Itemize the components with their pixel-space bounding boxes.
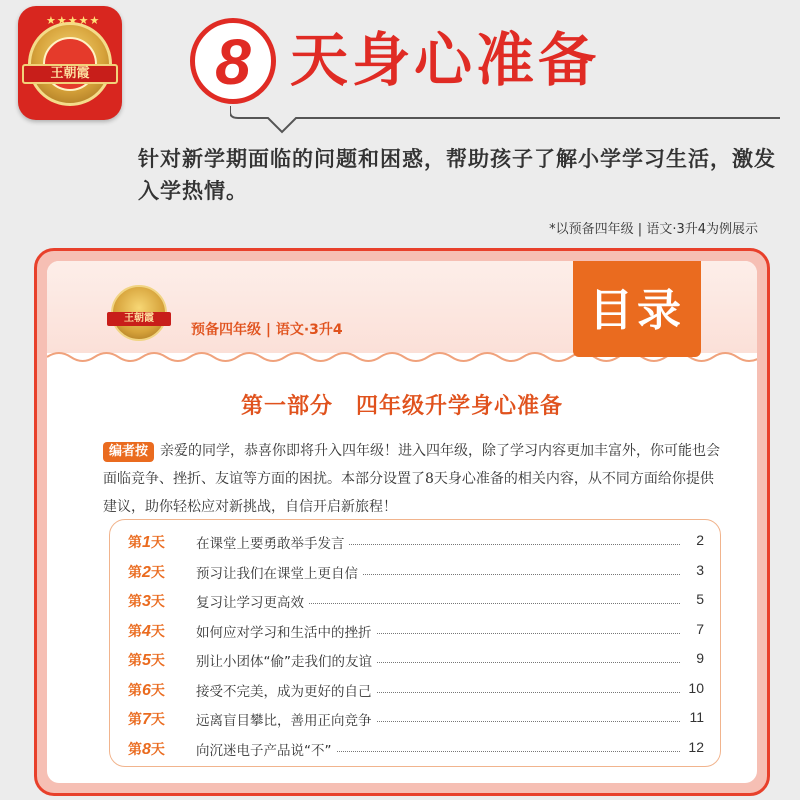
editor-note-text: 亲爱的同学，恭喜你即将升入四年级！进入四年级，除了学习内容更加丰富外，你可能也会面临竞争、挫折、友谊等方面的困扰。本部分设置了8天身心准备的相关内容，从不同方面给你提供建议，助你轻松应对新挑战，自信开启新旅程！	[103, 443, 721, 515]
toc-page-number: 9	[696, 650, 704, 666]
toc-row[interactable]	[110, 528, 720, 558]
mini-logo-text: 王朝霞	[107, 312, 171, 326]
toc-entry-title: 向沉迷电子产品说“不”	[196, 739, 336, 759]
section-title: 第一部分 四年级升学身心准备	[240, 394, 563, 419]
toc-day-suffix: 天	[150, 535, 165, 551]
toc-day-prefix: 第	[128, 741, 142, 758]
toc-day-number: 3	[142, 593, 151, 610]
logo-stars-icon: ★★★★★	[46, 14, 101, 27]
toc-day-label	[128, 532, 165, 552]
toc-row[interactable]	[110, 617, 720, 647]
toc-day-suffix: 天	[150, 564, 165, 581]
toc-day-prefix: 第	[128, 594, 142, 610]
toc-row[interactable]	[110, 676, 720, 706]
page-title: 天身心准备	[290, 28, 601, 93]
grade-label: 预备四年级 | 语文·3升4	[191, 322, 343, 338]
toc-day-prefix: 第	[128, 653, 142, 669]
toc-entry-title: 在课堂上要勇敢举手发言	[196, 532, 349, 552]
logo-text: 王朝霞	[22, 64, 118, 84]
toc-day-number: 6	[142, 681, 151, 699]
toc-day-suffix: 天	[150, 712, 165, 728]
toc-page-number: 12	[688, 738, 704, 755]
toc-row[interactable]	[110, 705, 720, 735]
toc-page-number: 10	[688, 679, 704, 696]
toc-entry-title: 接受不完美，成为更好的自己	[196, 680, 376, 700]
toc-day-number: 1	[142, 534, 151, 551]
toc-row[interactable]	[110, 646, 720, 676]
toc-day-number: 2	[142, 563, 151, 581]
toc-day-suffix: 天	[150, 682, 165, 699]
toc-row[interactable]	[110, 587, 720, 617]
toc-page-number: 3	[696, 561, 704, 578]
contents-tab-label: 目录	[589, 285, 685, 336]
toc-entry-title: 别让小团体“偷”走我们的友谊	[196, 650, 376, 670]
editor-note-tag: 编者按	[103, 442, 154, 462]
table-of-contents	[109, 519, 721, 767]
toc-day-label	[128, 739, 165, 759]
toc-day-suffix: 天	[150, 741, 165, 758]
toc-day-label	[128, 621, 165, 641]
toc-day-number: 5	[142, 652, 151, 669]
toc-entry-title: 远离盲目攀比，善用正向竞争	[196, 709, 376, 729]
toc-day-number: 8	[142, 740, 151, 758]
toc-day-suffix: 天	[150, 594, 165, 610]
toc-entry-title: 预习让我们在课堂上更自信	[196, 562, 362, 582]
speech-underline	[230, 104, 780, 134]
toc-day-suffix: 天	[150, 653, 165, 669]
toc-day-suffix: 天	[150, 623, 165, 640]
toc-page-number: 5	[696, 591, 704, 607]
number-badge: 8	[190, 18, 276, 104]
toc-row[interactable]	[110, 735, 720, 765]
toc-day-label	[128, 562, 165, 582]
toc-entry-title: 复习让学习更高效	[196, 591, 308, 611]
toc-page-number: 2	[696, 532, 704, 548]
toc-day-number: 7	[142, 711, 151, 728]
example-note: *以预备四年级 | 语文·3升4为例展示	[549, 222, 758, 237]
toc-day-label	[128, 709, 165, 729]
toc-day-prefix: 第	[128, 535, 142, 551]
toc-day-label	[128, 680, 165, 700]
toc-card	[34, 248, 770, 796]
app-logo	[18, 6, 122, 120]
page-subtitle: 针对新学期面临的问题和困惑，帮助孩子了解小学学习生活，激发入学热情。	[138, 147, 776, 203]
mini-logo-icon	[111, 285, 167, 341]
contents-tab	[573, 261, 701, 357]
editor-note	[103, 437, 723, 521]
toc-day-prefix: 第	[128, 564, 142, 581]
toc-entry-title: 如何应对学习和生活中的挫折	[196, 621, 376, 641]
toc-day-label	[128, 591, 165, 611]
toc-day-prefix: 第	[128, 682, 142, 699]
toc-page-number: 7	[696, 620, 704, 637]
toc-card-inner	[47, 261, 757, 783]
toc-day-label	[128, 650, 165, 670]
toc-page-number: 11	[689, 709, 704, 725]
toc-day-prefix: 第	[128, 712, 142, 728]
toc-row[interactable]	[110, 558, 720, 588]
toc-day-prefix: 第	[128, 623, 142, 640]
toc-day-number: 4	[142, 622, 151, 640]
